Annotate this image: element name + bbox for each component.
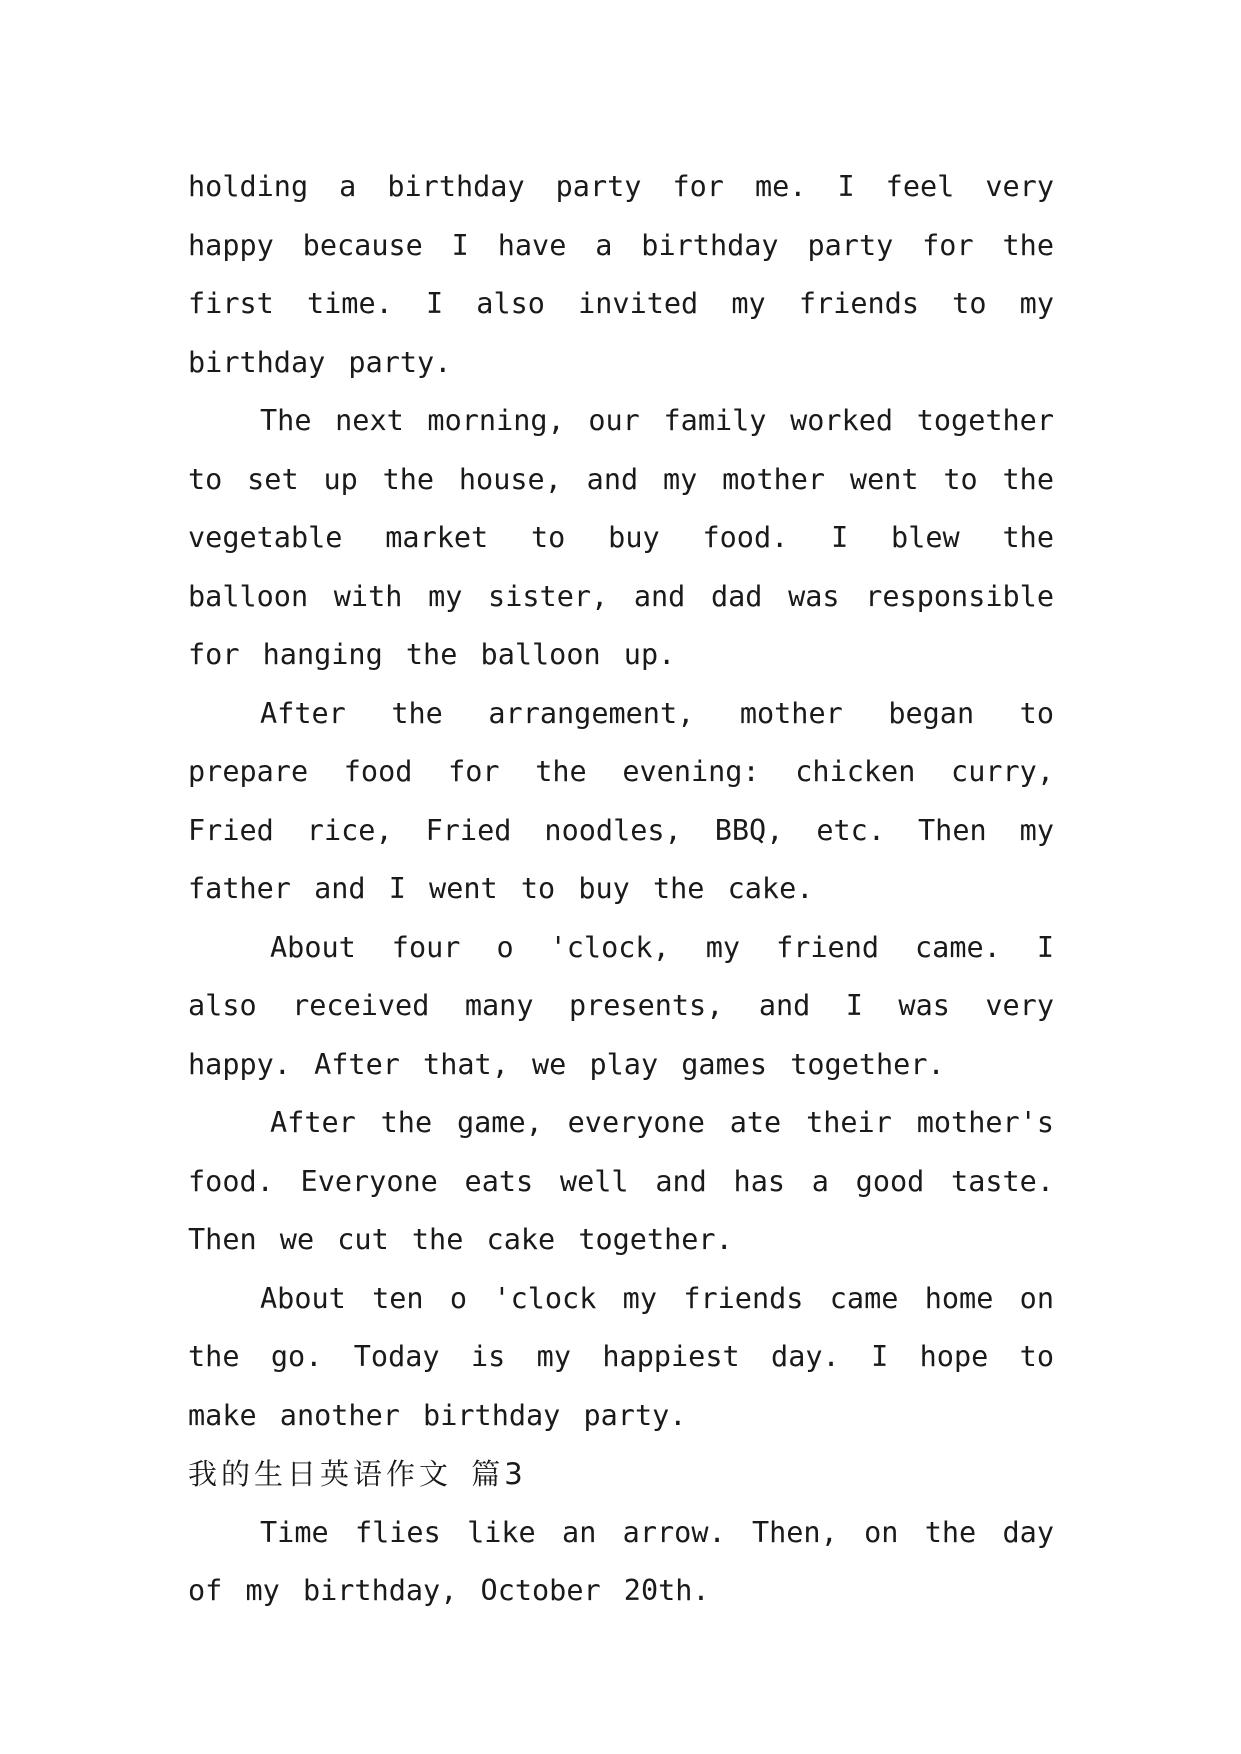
document-page xyxy=(188,158,1054,1621)
paragraph-time-flies: Time flies like an arrow. Then, on the day of my birthday, October 20th. xyxy=(188,1515,1054,1607)
paragraph-four-oclock: About four o 'clock, my friend came. I also received many presents, and I was very happy. After that, we play games together. xyxy=(188,930,1054,1081)
paragraph-ten-oclock: About ten o 'clock my friends came home on the go. Today is my happiest day. I hope to make another birthday party. xyxy=(188,1281,1054,1432)
paragraph-party-intro: holding a birthday party for me. I feel very happy because I have a birthday party for the first time. I also invited my friends to my birthday party. xyxy=(188,170,1054,379)
paragraph-next-morning: The next morning, our family worked together to set up the house, and my mother went to the vegetable market to buy food. I blew the balloon with my sister, and dad was responsible for hanging the balloon up. xyxy=(188,404,1054,671)
paragraph-arrangement: After the arrangement, mother began to prepare food for the evening: chicken curry, Fried rice, Fried noodles, BBQ, etc. Then my father and I went to buy the cake. xyxy=(188,696,1054,905)
paragraph-after-game: After the game, everyone ate their mother's food. Everyone eats well and has a good taste. Then we cut the cake together. xyxy=(188,1106,1054,1256)
section-heading: 我的生日英语作文 篇3 xyxy=(188,1457,527,1491)
